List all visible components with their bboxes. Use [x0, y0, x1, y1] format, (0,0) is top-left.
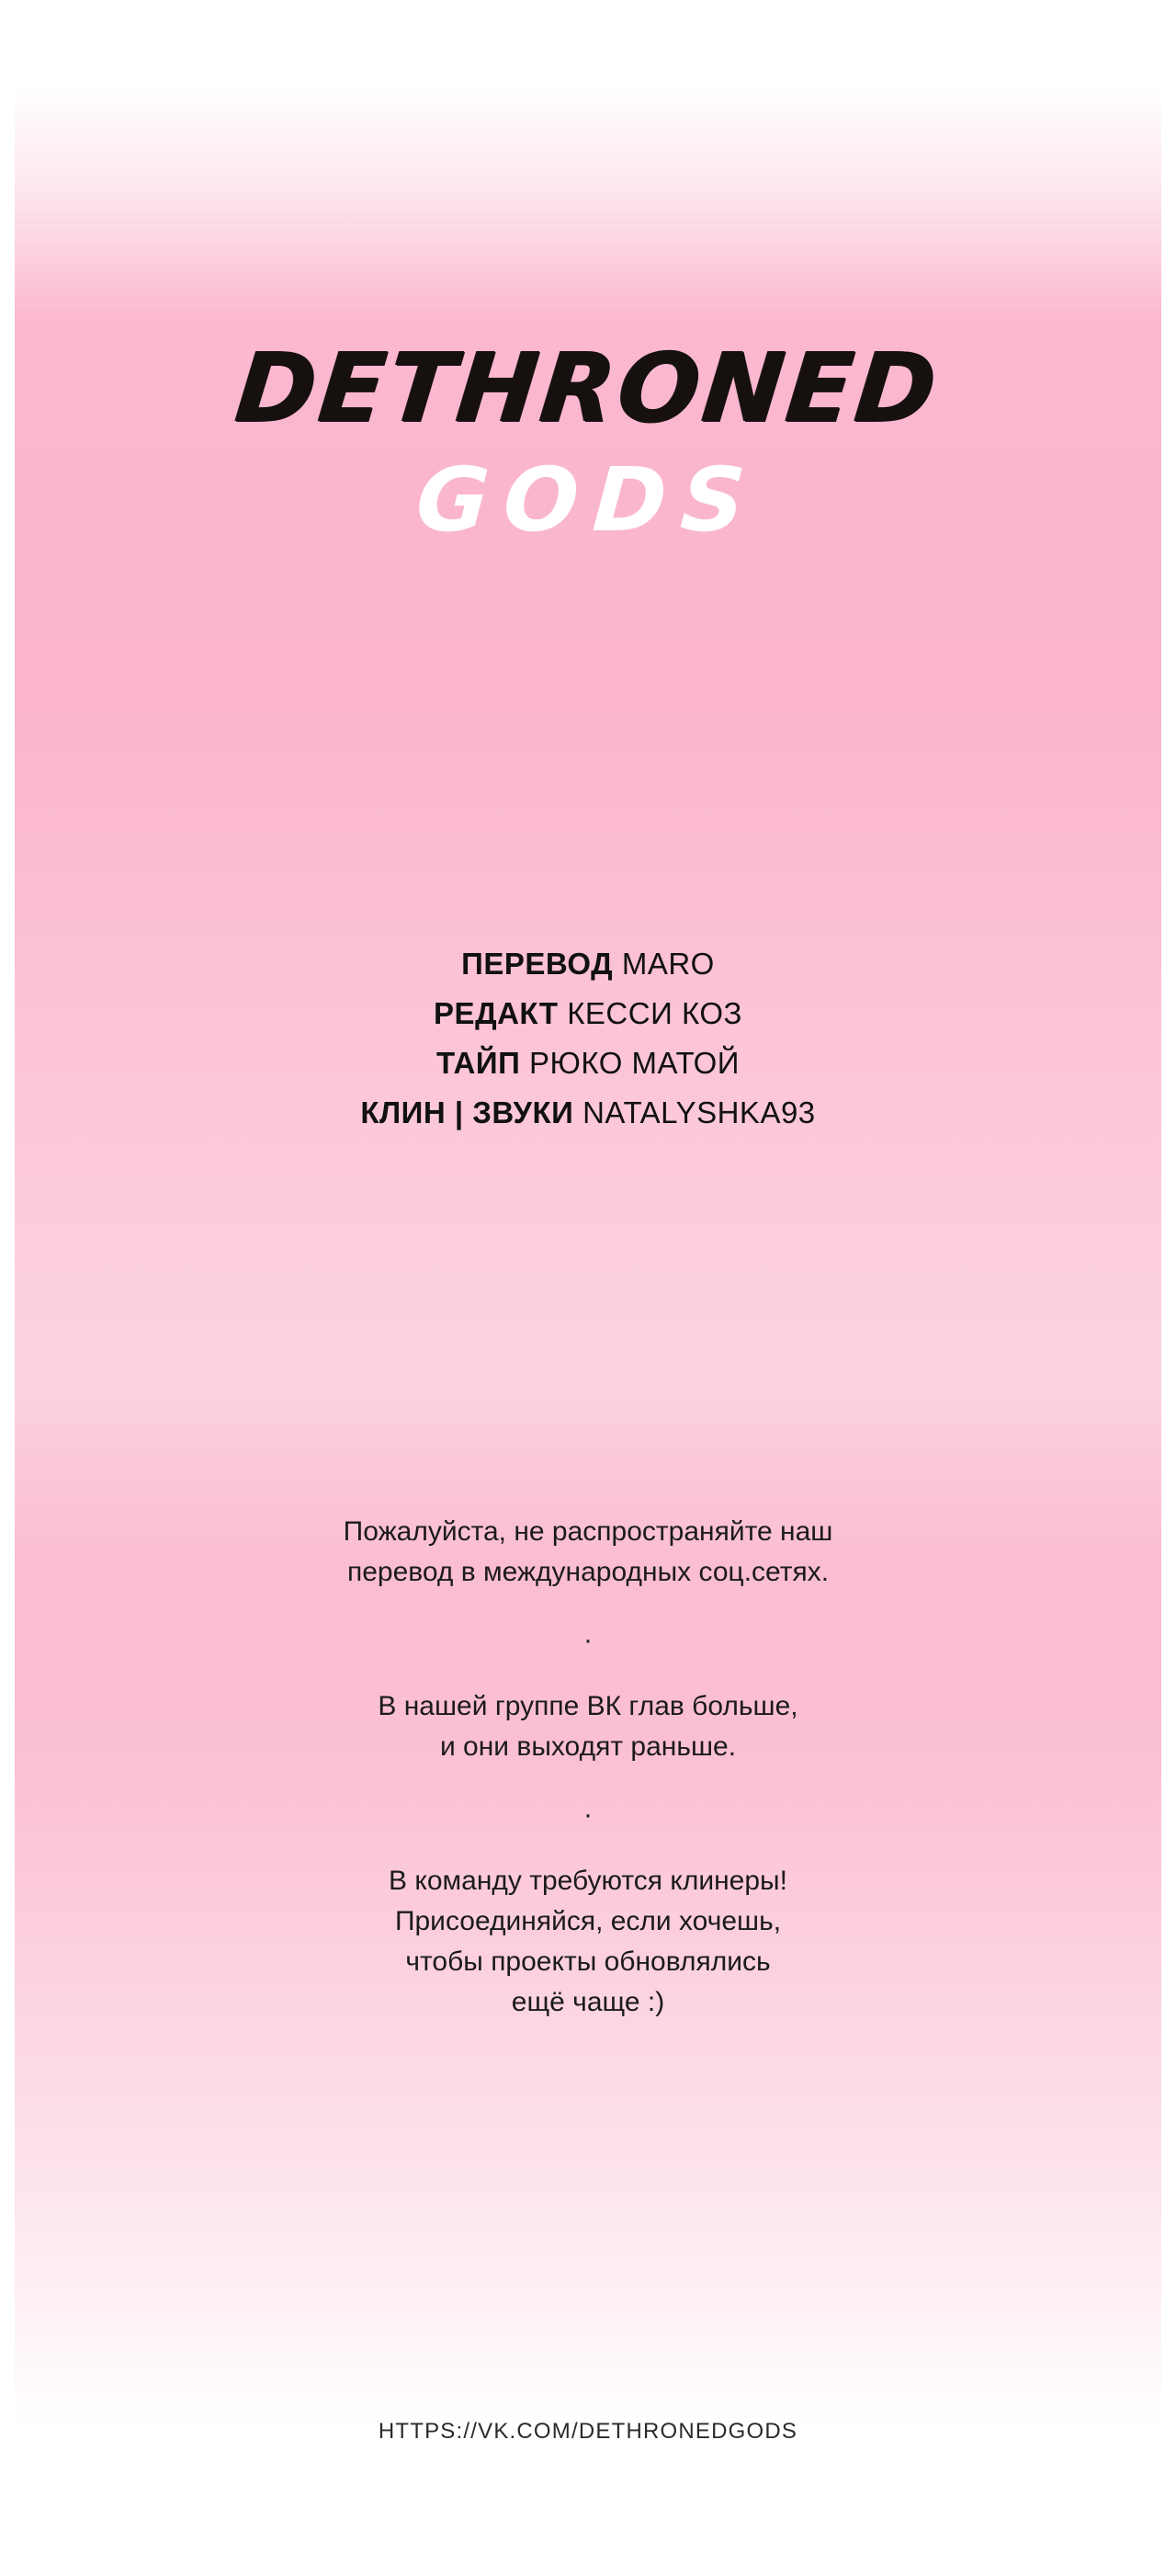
note-line: Пожалуйста, не распространяйте наш [343, 1516, 833, 1547]
page-canvas [15, 0, 1161, 2576]
credit-name: РЮКО МАТОЙ [529, 1046, 741, 1080]
credit-name: MARO [621, 947, 715, 981]
note-line: В нашей группе ВК глав больше, [378, 1691, 798, 1721]
note-line: Присоединяйся, если хочешь, [394, 1906, 782, 1936]
note-line: перевод в международных соц.сетях. [346, 1557, 830, 1587]
note-block-vk-group [15, 1686, 1161, 1767]
note-line: ещё чаще :) [511, 1987, 665, 2017]
title-main: DETHRONED [231, 332, 945, 444]
credits-list [15, 939, 1161, 1138]
credit-row [15, 939, 1161, 989]
credit-role: РЕДАКТ [434, 996, 559, 1030]
credit-row [15, 1088, 1161, 1138]
credit-role: КЛИН | ЗВУКИ [360, 1095, 574, 1129]
note-block-distribution [15, 1512, 1161, 1593]
notes-section [15, 1512, 1161, 2023]
footer-link[interactable]: HTTPS://VK.COM/DETHRONEDGODS [378, 2419, 798, 2444]
credit-name: КЕССИ КОЗ [567, 996, 742, 1030]
title-sub: GODS [413, 448, 763, 551]
credit-row [15, 989, 1161, 1038]
credit-row [15, 1038, 1161, 1088]
note-separator: · [583, 1799, 593, 1830]
note-line: и они выходят раньше. [439, 1731, 737, 1762]
note-block-recruitment [15, 1861, 1161, 2023]
note-line: чтобы проекты обновлялись [405, 1946, 771, 1977]
note-line: В команду требуются клинеры! [389, 1866, 787, 1896]
credit-role: ПЕРЕВОД [461, 947, 614, 981]
credit-role: ТАЙП [435, 1046, 521, 1080]
title-block [15, 332, 1161, 551]
credit-name: NATALYSHKA93 [582, 1095, 816, 1129]
note-separator: · [583, 1625, 593, 1655]
